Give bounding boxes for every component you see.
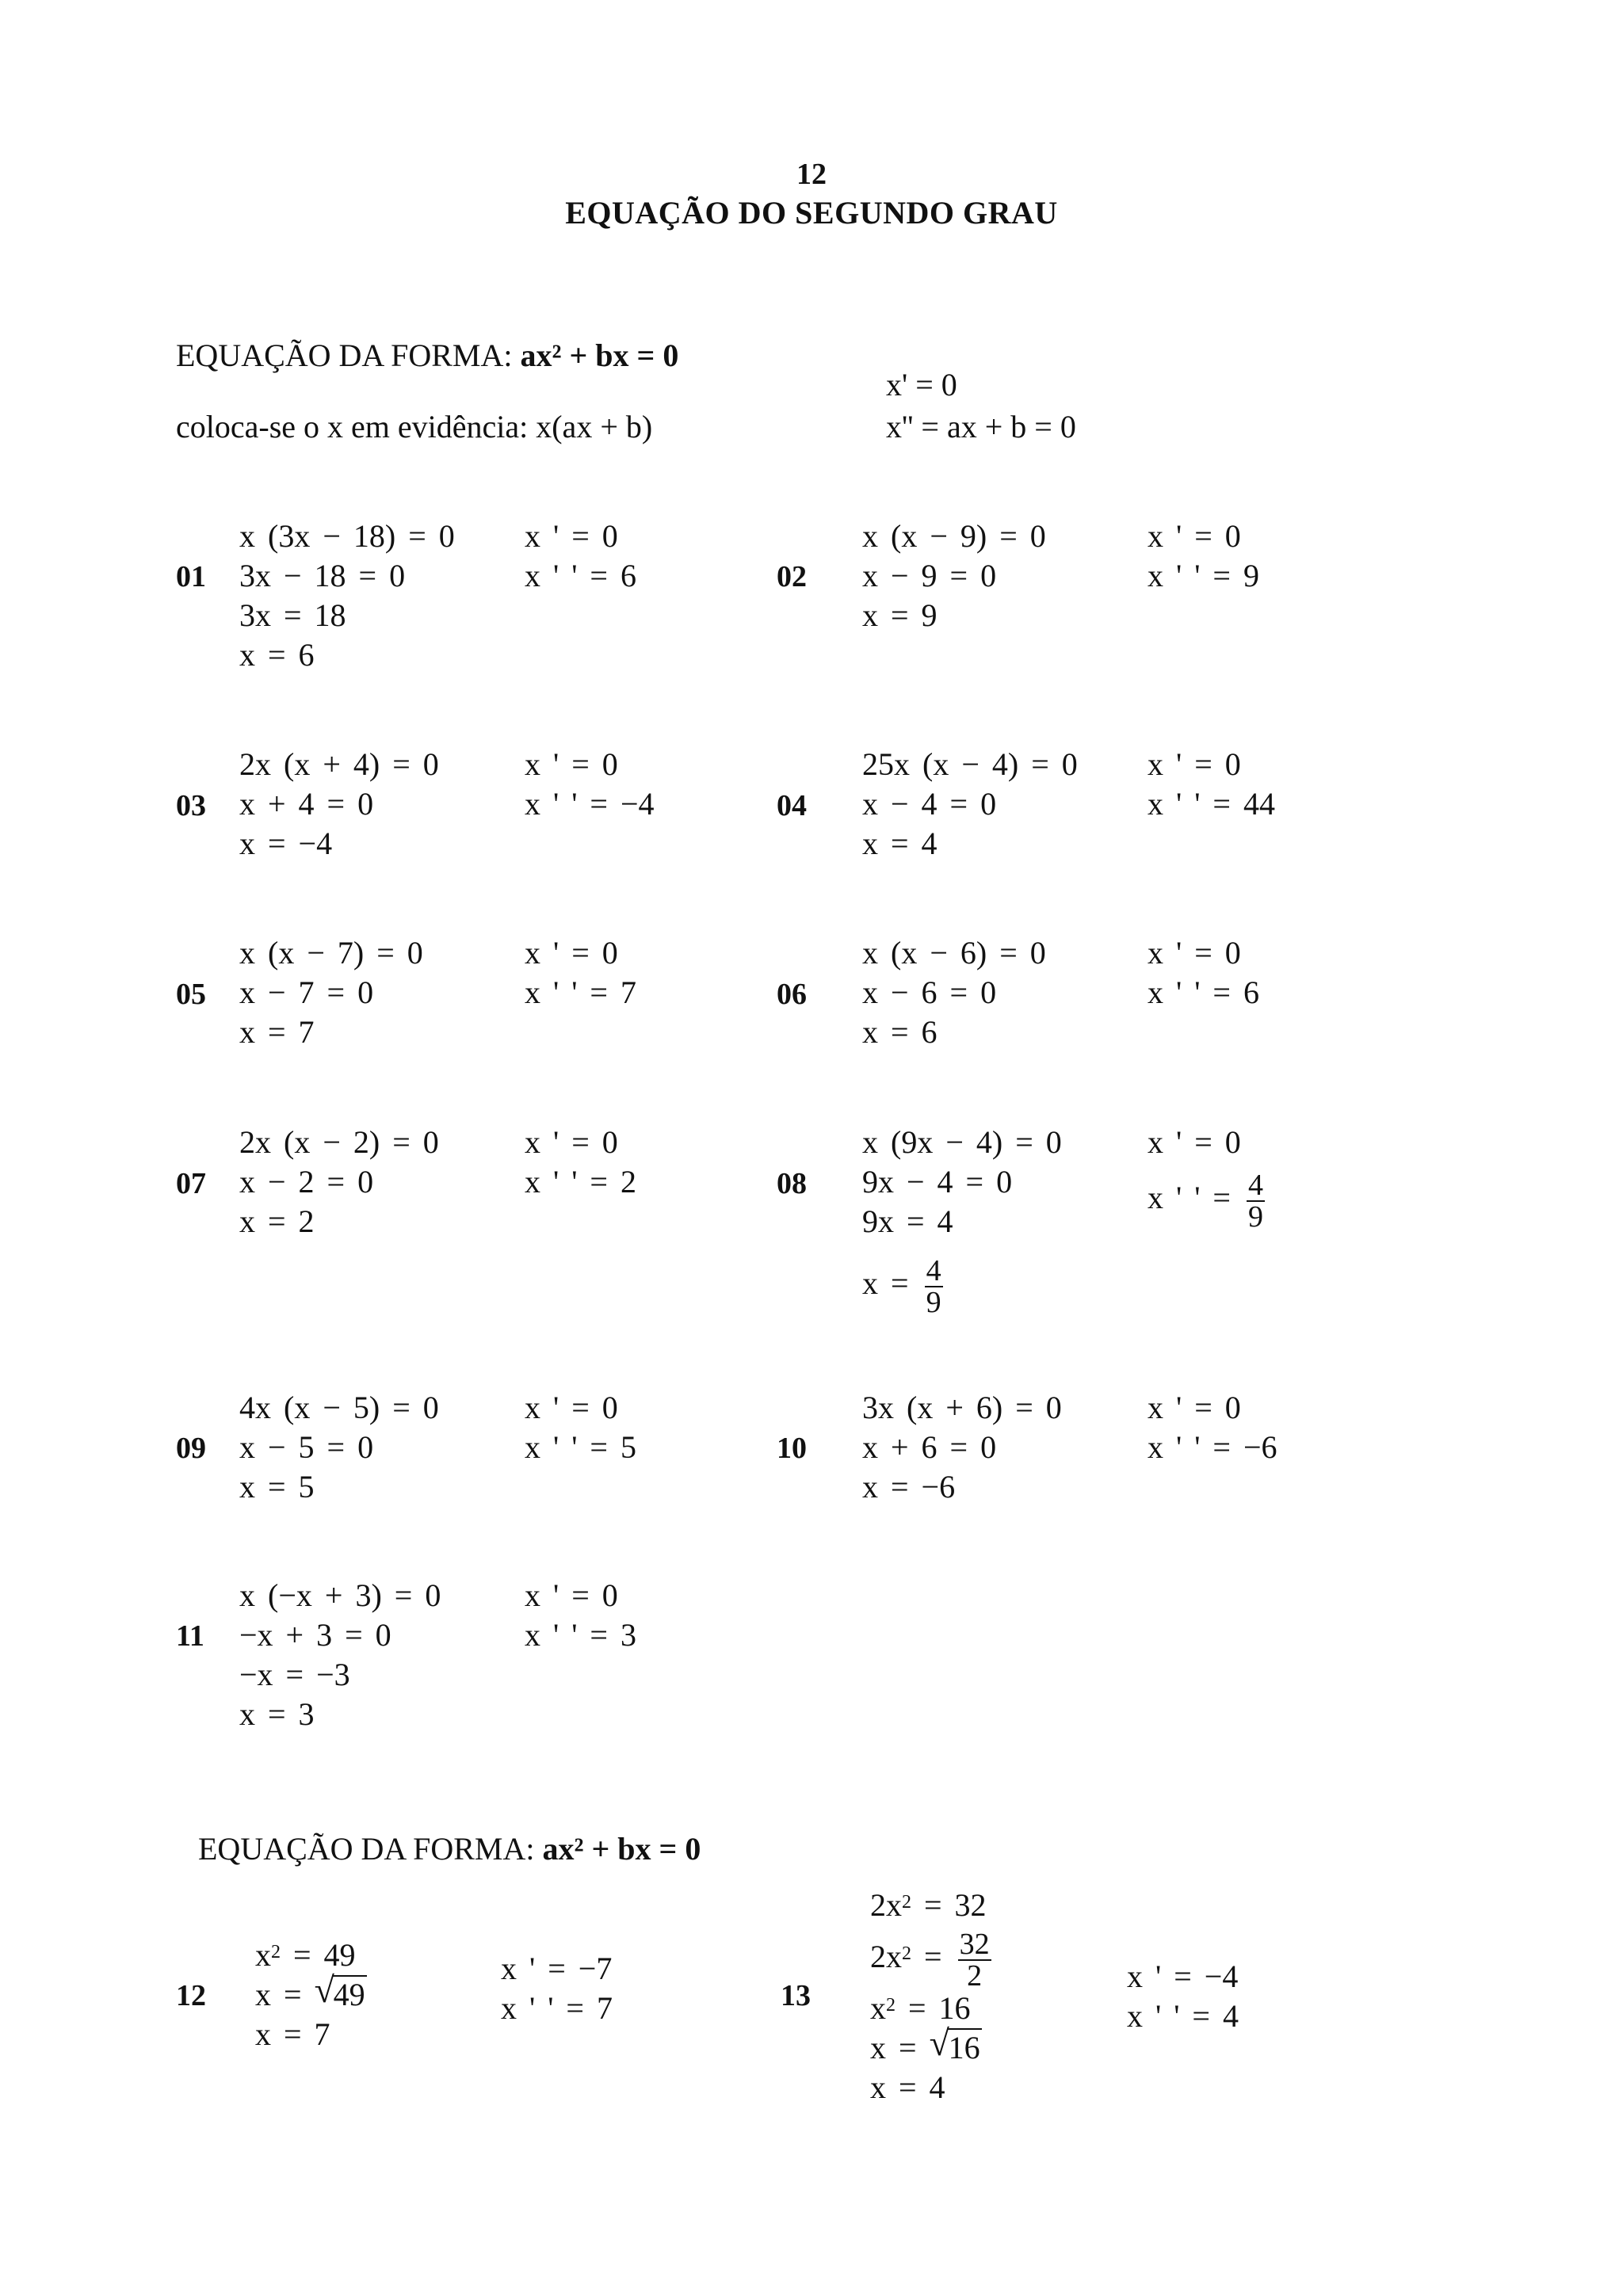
square-root: √ 16 — [929, 2023, 980, 2065]
root-2: x ' ' = 9 — [1148, 558, 1259, 593]
root-2: x ' ' = 4 — [1127, 1998, 1239, 2034]
step-line: x − 7 = 0 — [239, 974, 374, 1010]
problem-number: 08 — [777, 1167, 807, 1200]
step-line: x = 6 — [239, 637, 315, 673]
problem-number: 02 — [777, 560, 807, 593]
step-line: x (x − 6) = 0 — [862, 935, 1046, 971]
root-2: x ' ' = 6 — [1148, 974, 1259, 1010]
step-line: $x^2 = 16$ — [870, 1990, 971, 2026]
problem-roots — [525, 517, 636, 596]
root-2: x ' ' = 44 — [1148, 786, 1275, 822]
problem-steps — [862, 745, 1078, 864]
form-label: EQUAÇÃO DA FORMA: — [176, 338, 513, 373]
step-line: x (x − 9) = 0 — [862, 518, 1046, 554]
fraction: $\frac{32}{2}$ — [959, 1927, 990, 1993]
problem-steps — [239, 1388, 439, 1507]
problem-roots — [525, 1388, 636, 1467]
problem-roots — [525, 1123, 636, 1202]
step-line-fraction: x = $\frac{4}{9}$ — [862, 1253, 941, 1319]
root-1: x ' = 0 — [525, 935, 618, 971]
root-2: x ' ' = 6 — [525, 558, 636, 593]
problem-roots — [1127, 1957, 1239, 2036]
step-line: x − 9 = 0 — [862, 558, 997, 593]
problem-number: 04 — [777, 789, 807, 822]
root-1: x ' = 0 — [1148, 1390, 1241, 1425]
root-1: x ' = 0 — [1148, 935, 1241, 971]
problem-number: 09 — [176, 1432, 206, 1465]
root-1: x ' = 0 — [525, 746, 618, 782]
step-line: x = 4 — [862, 826, 938, 861]
root-1: x ' = 0 — [525, 1390, 618, 1425]
problem-steps — [255, 1936, 367, 2054]
problem-roots — [1148, 1123, 1265, 1234]
step-line: x = −6 — [862, 1469, 956, 1505]
problem-roots — [525, 745, 655, 824]
step-line: x = 2 — [239, 1203, 315, 1239]
problem-number: 12 — [176, 1979, 206, 2012]
step-line: x = 5 — [239, 1469, 315, 1505]
page-title: EQUAÇÃO DO SEGUNDO GRAU — [565, 195, 1058, 231]
problem-roots — [501, 1949, 613, 2028]
root-1-rule: x' = 0 — [886, 367, 957, 402]
root-1: x ' = 0 — [1148, 518, 1241, 554]
step-line: x = 4 — [870, 2069, 945, 2105]
root-1: x ' = −7 — [501, 1951, 613, 1986]
step-line: x (−x + 3) = 0 — [239, 1577, 441, 1613]
problem-steps — [862, 933, 1046, 1052]
problem-steps — [862, 1123, 1062, 1319]
root-1: x ' = −4 — [1127, 1958, 1239, 1994]
step-line: $2x^2 = 32$ — [870, 1887, 987, 1923]
step-line: x (x − 7) = 0 — [239, 935, 423, 971]
square-root: √ 49 — [314, 1970, 365, 2012]
problem-roots — [1148, 933, 1259, 1013]
problem-steps — [239, 1576, 441, 1734]
step-line: x = 7 — [239, 1014, 315, 1050]
root-2: x ' ' = 5 — [525, 1429, 636, 1465]
root-1: x ' = 0 — [525, 518, 618, 554]
step-line: 3x − 18 = 0 — [239, 558, 406, 593]
step-line: 2x (x + 4) = 0 — [239, 746, 439, 782]
problem-steps — [862, 517, 1046, 635]
problem-number: 11 — [176, 1619, 204, 1653]
fraction: $\frac{4}{9}$ — [1247, 1168, 1263, 1234]
step-line: x = √ 16 — [870, 2028, 991, 2068]
step-line: 4x (x − 5) = 0 — [239, 1390, 439, 1425]
step-line: x = −4 — [239, 826, 333, 861]
step-line: x = 9 — [862, 597, 938, 633]
root-2-rule: x'' = ax + b = 0 — [886, 409, 1076, 444]
form-heading-1 — [176, 337, 678, 374]
form-expression: ax² + bx = 0 — [520, 338, 679, 373]
step-line: 2x (x − 2) = 0 — [239, 1124, 439, 1160]
step-line: x = 7 — [255, 2016, 330, 2052]
problem-number: 03 — [176, 789, 206, 822]
step-line: x = 6 — [862, 1014, 938, 1050]
form-heading-2 — [198, 1830, 701, 1867]
step-line: x − 5 = 0 — [239, 1429, 374, 1465]
step-line: −x + 3 = 0 — [239, 1617, 391, 1653]
problem-steps — [870, 1886, 991, 2107]
root-1: x ' = 0 — [1148, 1124, 1241, 1160]
problem-number: 01 — [176, 560, 206, 593]
problem-steps — [239, 933, 423, 1052]
problem-steps — [239, 517, 455, 675]
fraction: $\frac{4}{9}$ — [926, 1253, 941, 1319]
root-2: x ' ' = −4 — [525, 786, 655, 822]
step-line: 3x (x + 6) = 0 — [862, 1390, 1062, 1425]
method-text: coloca-se o x em evidência: x(ax + b) — [176, 409, 653, 444]
problem-number: 05 — [176, 978, 206, 1011]
problem-steps — [239, 745, 439, 864]
problem-roots — [525, 933, 636, 1013]
step-line: 9x = 4 — [862, 1203, 953, 1239]
problem-roots — [1148, 1388, 1277, 1467]
problem-roots — [1148, 517, 1259, 596]
step-line: −x = −3 — [239, 1657, 350, 1692]
step-line: x − 4 = 0 — [862, 786, 997, 822]
root-2: x ' ' = 3 — [525, 1617, 636, 1653]
step-line-fraction: $2x^2$ = $\frac{32}{2}$ — [870, 1927, 990, 1993]
step-line: x = 3 — [239, 1696, 315, 1732]
step-line: 9x − 4 = 0 — [862, 1164, 1013, 1199]
root-2-fraction: x ' ' = $\frac{4}{9}$ — [1148, 1168, 1263, 1234]
problem-roots — [525, 1576, 636, 1655]
root-1: x ' = 0 — [525, 1124, 618, 1160]
problem-steps — [862, 1388, 1062, 1507]
step-line: x = √ 49 — [255, 1975, 367, 2015]
step-line: x (3x − 18) = 0 — [239, 518, 455, 554]
problem-roots — [1148, 745, 1275, 824]
root-2: x ' ' = −6 — [1148, 1429, 1277, 1465]
problem-number: 10 — [777, 1432, 807, 1465]
step-line: $x^2 = 49$ — [255, 1937, 356, 1973]
root-2: x ' ' = 7 — [501, 1990, 613, 2026]
root-1: x ' = 0 — [525, 1577, 618, 1613]
problem-number: 13 — [781, 1979, 811, 2012]
form-expression: ax² + bx = 0 — [542, 1831, 701, 1867]
problem-number: 06 — [777, 978, 807, 1011]
root-2: x ' ' = 2 — [525, 1164, 636, 1199]
root-2: x ' ' = 7 — [525, 974, 636, 1010]
problem-number: 07 — [176, 1167, 206, 1200]
step-line: x (9x − 4) = 0 — [862, 1124, 1062, 1160]
root-1: x ' = 0 — [1148, 746, 1241, 782]
step-line: 3x = 18 — [239, 597, 346, 633]
step-line: x + 6 = 0 — [862, 1429, 997, 1465]
step-line: x + 4 = 0 — [239, 786, 374, 822]
form-label: EQUAÇÃO DA FORMA: — [198, 1831, 535, 1867]
page-number: 12 — [796, 158, 827, 191]
step-line: x − 2 = 0 — [239, 1164, 374, 1199]
step-line: x − 6 = 0 — [862, 974, 997, 1010]
problem-steps — [239, 1123, 439, 1241]
step-line: 25x (x − 4) = 0 — [862, 746, 1078, 782]
